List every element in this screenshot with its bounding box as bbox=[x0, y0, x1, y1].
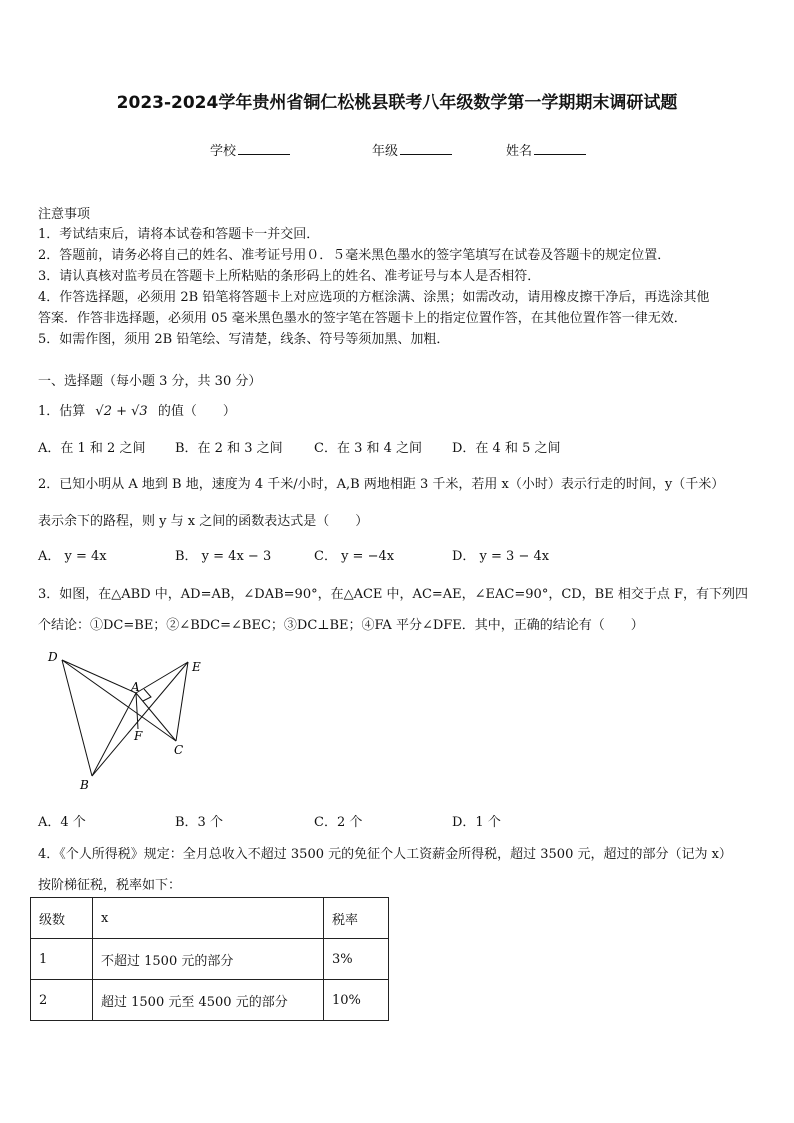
school-field bbox=[210, 140, 290, 159]
school-label: 学校 bbox=[210, 144, 237, 159]
q4-line-2: 按阶梯征税，税率如下： bbox=[38, 878, 182, 893]
q1-expression: √2 + √3 bbox=[95, 404, 148, 419]
segment-db bbox=[62, 660, 92, 776]
table-cell: 3% bbox=[324, 939, 389, 980]
q2-option-a: A． y = 4x bbox=[38, 549, 107, 564]
segment-da bbox=[62, 660, 136, 693]
notes-heading: 注意事项 bbox=[38, 207, 91, 222]
q1-suffix: 的值（ ） bbox=[157, 404, 236, 419]
label-e: E bbox=[192, 660, 201, 674]
q2-option-d: D． y = 3 − 4x bbox=[452, 549, 550, 564]
table-cell: 不超过 1500 元的部分 bbox=[93, 939, 324, 980]
name-blank bbox=[534, 142, 586, 155]
table-row bbox=[31, 939, 389, 980]
note-item: 4．作答选择题，必须用 2B 铅笔将答题卡上对应选项的方框涂满、涂黑；如需改动，请用橡皮擦干净后，再选涂其他 bbox=[38, 290, 710, 305]
q1-option-a: A．在 1 和 2 之间 bbox=[38, 441, 146, 456]
table-header-cell: 级数 bbox=[31, 898, 93, 939]
label-f: F bbox=[134, 729, 143, 743]
q3-line-2: 个结论：①DC=BE；②∠BDC=∠BEC；③DC⊥BE；④FA 平分∠DFE．其中，正确的结论有（ ） bbox=[38, 618, 644, 633]
tax-rate-table bbox=[30, 897, 389, 1021]
note-item: 答案．作答非选择题，必须用 05 毫米黑色墨水的签字笔在答题卡上的指定位置作答，在其他位置作答一律无效． bbox=[38, 311, 687, 326]
label-d: D bbox=[48, 650, 58, 664]
segment-ab bbox=[92, 693, 136, 776]
note-item: 1．考试结束后，请将本试卷和答题卡一并交回． bbox=[38, 227, 320, 242]
q3-option-a: A．4 个 bbox=[38, 815, 86, 830]
name-label: 姓名 bbox=[506, 144, 533, 159]
q2-line-1: 2．已知小明从 A 地到 B 地，速度为 4 千米/小时，A,B 两地相距 3 千米，若用 x（小时）表示行走的时间，y（千米） bbox=[38, 477, 725, 492]
label-b: B bbox=[80, 778, 89, 792]
note-item: 2．答题前，请务必将自己的姓名、准考证号用０．５毫米黑色墨水的签字笔填写在试卷及答题卡的规定位置． bbox=[38, 248, 671, 263]
q1-option-c: C．在 3 和 4 之间 bbox=[314, 441, 423, 456]
q1-prefix: 1．估算 bbox=[38, 404, 86, 419]
q2-option-c: C． y = −4x bbox=[314, 549, 395, 564]
table-cell: 2 bbox=[31, 980, 93, 1021]
q2-option-b: B． y = 4x − 3 bbox=[175, 549, 272, 564]
q2-line-2: 表示余下的路程，则 y 与 x 之间的函数表达式是（ ） bbox=[38, 514, 369, 529]
q3-geometry-figure bbox=[40, 645, 220, 795]
q1-option-b: B．在 2 和 3 之间 bbox=[175, 441, 283, 456]
q4-line-1: 4．《个人所得税》规定：全月总收入不超过 3500 元的免征个人工资薪金所得税，超过 3500 元，超过的部分（记为 x） bbox=[38, 847, 732, 862]
table-row bbox=[31, 980, 389, 1021]
label-c: C bbox=[174, 743, 184, 757]
q3-option-d: D．1 个 bbox=[452, 815, 501, 830]
table-cell: 1 bbox=[31, 939, 93, 980]
school-blank bbox=[238, 142, 290, 155]
page-title: 2023-2024学年贵州省铜仁松桃县联考八年级数学第一学期期末调研试题 bbox=[116, 93, 678, 113]
right-angle-mark-eac bbox=[143, 689, 151, 701]
table-header-cell: x bbox=[93, 898, 324, 939]
section-heading: 一、选择题（每小题 3 分，共 30 分） bbox=[38, 374, 262, 389]
table-header-cell: 税率 bbox=[324, 898, 389, 939]
label-a: A bbox=[131, 680, 140, 694]
question-1 bbox=[38, 400, 236, 419]
segment-ea bbox=[136, 662, 188, 693]
q3-option-c: C．2 个 bbox=[314, 815, 363, 830]
grade-field bbox=[372, 140, 452, 159]
table-cell: 10% bbox=[324, 980, 389, 1021]
segment-dc bbox=[62, 660, 176, 741]
grade-label: 年级 bbox=[372, 144, 399, 159]
q3-option-b: B．3 个 bbox=[175, 815, 223, 830]
note-item: 3．请认真核对监考员在答题卡上所粘贴的条形码上的姓名、准考证号与本人是否相符． bbox=[38, 269, 541, 284]
table-header-row bbox=[31, 898, 389, 939]
grade-blank bbox=[400, 142, 452, 155]
name-field bbox=[506, 140, 586, 159]
segment-be bbox=[92, 662, 188, 776]
note-item: 5．如需作图，须用 2B 铅笔绘、写清楚，线条、符号等须加黑、加粗． bbox=[38, 332, 450, 347]
q1-option-d: D．在 4 和 5 之间 bbox=[452, 441, 561, 456]
q3-line-1: 3．如图，在△ABD 中，AD=AB，∠DAB=90°，在△ACE 中，AC=AE，∠EAC=90°，CD，BE 相交于点 F，有下列四 bbox=[38, 587, 749, 602]
table-cell: 超过 1500 元至 4500 元的部分 bbox=[93, 980, 324, 1021]
